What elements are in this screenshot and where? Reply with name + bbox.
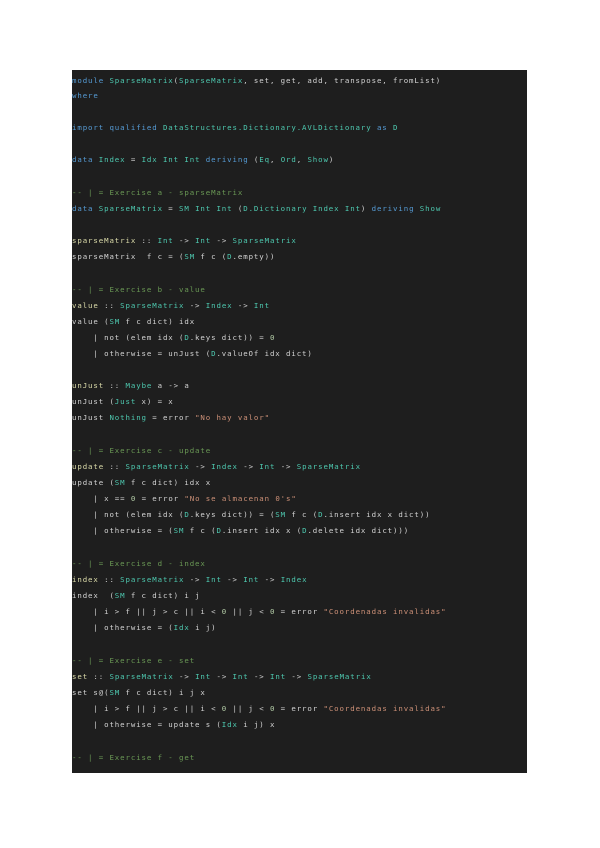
code-token: )	[328, 155, 335, 164]
code-token: ->	[237, 462, 260, 471]
code-token: SparseMatrix	[232, 236, 297, 245]
code-token: ->	[221, 575, 244, 584]
code-line	[72, 460, 361, 474]
code-token: SM	[114, 478, 126, 487]
code-token: set	[72, 672, 89, 681]
code-token: i j)	[189, 623, 217, 632]
code-token: ->	[173, 672, 196, 681]
code-token: SM	[109, 688, 121, 697]
code-token: set s@(	[72, 688, 110, 697]
code-token: | otherwise = unJust (	[72, 349, 212, 358]
code-line	[72, 524, 409, 538]
code-token: ::	[88, 672, 110, 681]
code-token: ->	[184, 301, 206, 310]
code-token: -- | = Exercise f - get	[72, 753, 196, 762]
code-token: SM	[114, 591, 126, 600]
code-token: 0	[269, 333, 276, 342]
code-token: .delete idx dict)))	[307, 526, 410, 535]
code-editor-panel	[72, 70, 527, 773]
code-token: | otherwise = (	[72, 526, 174, 535]
code-token: as	[371, 123, 393, 132]
code-line	[72, 331, 275, 345]
code-line	[72, 315, 195, 329]
code-line	[72, 492, 297, 506]
code-token: | not (elem idx (	[72, 510, 185, 519]
code-token: ,	[269, 155, 281, 164]
code-token: D	[216, 526, 222, 535]
code-token: Int	[232, 672, 249, 681]
code-token: Idx	[173, 623, 190, 632]
code-token: , set, get, add, transpose, fromList)	[243, 76, 442, 85]
code-line	[72, 121, 398, 135]
code-token: f c dict) i j x	[120, 688, 206, 697]
code-token: ->	[184, 575, 206, 584]
code-line	[72, 573, 307, 587]
code-token: SM	[184, 252, 196, 261]
code-line	[72, 686, 206, 700]
code-token: SparseMatrix	[98, 204, 163, 213]
code-line	[72, 654, 195, 668]
code-line	[72, 299, 270, 313]
code-token: 0	[269, 704, 276, 713]
code-token: ,	[296, 155, 308, 164]
code-token: || j <	[227, 607, 270, 616]
code-token: Index	[98, 155, 126, 164]
code-token: ::	[104, 462, 126, 471]
code-token: Idx Int Int	[141, 155, 201, 164]
code-token: unJust	[72, 413, 110, 422]
code-token: f c dict) i j	[125, 591, 201, 600]
code-token: -- | = Exercise c - update	[72, 446, 212, 455]
code-line	[72, 476, 211, 490]
code-line	[72, 589, 200, 603]
code-token: SparseMatrix	[179, 76, 244, 85]
code-token: index (	[72, 591, 115, 600]
code-token: ::	[136, 236, 158, 245]
code-token: D.Dictionary Index Int	[243, 204, 361, 213]
code-line	[72, 508, 430, 522]
code-token: a -> a	[152, 381, 190, 390]
code-token: ->	[173, 236, 196, 245]
code-token: .insert idx x (	[221, 526, 303, 535]
code-line	[72, 621, 216, 635]
code-token: deriving	[200, 155, 254, 164]
code-token: "No se almacenan 0's"	[184, 494, 297, 503]
code-token: 0	[221, 607, 228, 616]
code-token: Int	[259, 462, 276, 471]
code-token: D	[227, 252, 233, 261]
code-line	[72, 557, 206, 571]
code-token: = error	[275, 704, 324, 713]
code-line	[72, 89, 99, 103]
code-token: SM	[173, 526, 185, 535]
code-token: Int	[195, 236, 212, 245]
code-token: where	[72, 91, 99, 100]
code-line	[72, 444, 211, 458]
code-token: ->	[275, 462, 297, 471]
code-token: | x ==	[72, 494, 131, 503]
code-token: SM	[109, 317, 121, 326]
code-line	[72, 250, 275, 264]
code-token: .insert idx x dict))	[323, 510, 431, 519]
code-token: SparseMatrix	[120, 301, 185, 310]
code-token: .keys dict)) = (	[189, 510, 276, 519]
code-token: value (	[72, 317, 110, 326]
code-token: "Coordenadas invalidas"	[323, 607, 447, 616]
code-token: f c (	[184, 526, 217, 535]
code-token: SparseMatrix	[109, 76, 174, 85]
code-token: ->	[211, 672, 233, 681]
code-line	[72, 234, 297, 248]
code-token: value	[72, 301, 99, 310]
code-token: -- | = Exercise e - set	[72, 656, 196, 665]
code-token: sparseMatrix	[72, 236, 137, 245]
code-line	[72, 202, 441, 216]
code-token: D	[184, 333, 190, 342]
code-token: D	[318, 510, 324, 519]
code-token: x) = x	[136, 397, 174, 406]
code-token: Eq	[259, 155, 270, 164]
code-token: Int	[195, 672, 212, 681]
code-token: (	[232, 204, 244, 213]
code-token: DataStructures.Dictionary.AVLDictionary	[162, 123, 372, 132]
code-token: unJust (	[72, 397, 115, 406]
code-token: Maybe	[125, 381, 153, 390]
code-token: unJust	[72, 381, 105, 390]
code-token: | not (elem idx (	[72, 333, 185, 342]
code-token: -- | = Exercise d - index	[72, 559, 206, 568]
code-token: Index	[211, 462, 238, 471]
code-token: .empty))	[232, 252, 276, 261]
code-line	[72, 751, 195, 765]
code-token: -- | = Exercise a - sparseMatrix	[72, 188, 244, 197]
code-token: Show	[419, 204, 442, 213]
code-token: Show	[307, 155, 329, 164]
code-token: update	[72, 462, 105, 471]
code-token: f c (	[195, 252, 228, 261]
code-token: =	[125, 155, 142, 164]
code-token: ->	[248, 672, 271, 681]
code-token: ->	[232, 301, 254, 310]
code-token: ::	[104, 381, 126, 390]
code-token: ->	[259, 575, 281, 584]
code-token: Int	[253, 301, 270, 310]
code-token: SM Int Int	[179, 204, 233, 213]
code-line	[72, 670, 372, 684]
code-token: | otherwise = (	[72, 623, 174, 632]
code-line	[72, 347, 313, 361]
code-token: | i > f || j > c || i <	[72, 607, 222, 616]
code-token: D	[184, 510, 190, 519]
code-token: -- | = Exercise b - value	[72, 285, 206, 294]
code-token: D	[211, 349, 217, 358]
code-token: = error	[275, 607, 324, 616]
code-token: Int	[243, 575, 260, 584]
code-line	[72, 411, 270, 425]
code-token: Idx	[221, 720, 238, 729]
code-token: (	[253, 155, 260, 164]
code-token: | i > f || j > c || i <	[72, 704, 222, 713]
code-token: (	[173, 76, 180, 85]
code-token: Int	[205, 575, 222, 584]
code-token: ::	[98, 301, 121, 310]
code-token: data	[72, 204, 99, 213]
code-token: SparseMatrix	[296, 462, 361, 471]
code-token: .valueOf idx dict)	[216, 349, 313, 358]
code-token: "No hay valor"	[195, 413, 270, 422]
code-line	[72, 153, 334, 167]
code-token: 0	[221, 704, 228, 713]
code-line	[72, 283, 206, 297]
code-token: module	[72, 76, 110, 85]
code-token: SparseMatrix	[120, 575, 185, 584]
code-line	[72, 718, 275, 732]
code-token: Index	[280, 575, 308, 584]
code-token: | otherwise = update s (	[72, 720, 222, 729]
code-token: SparseMatrix	[307, 672, 372, 681]
code-token: "Coordenadas invalidas"	[323, 704, 447, 713]
code-token: ::	[98, 575, 121, 584]
code-token: SparseMatrix	[109, 672, 174, 681]
code-token: 0	[269, 607, 276, 616]
code-token: D	[393, 123, 399, 132]
code-token: SM	[275, 510, 286, 519]
code-token: ->	[211, 236, 233, 245]
code-token: Just	[114, 397, 137, 406]
code-token: D	[302, 526, 308, 535]
code-token: deriving	[366, 204, 420, 213]
code-token: Int	[157, 236, 174, 245]
code-token: Index	[205, 301, 233, 310]
code-line	[72, 379, 190, 393]
code-token: index	[72, 575, 99, 584]
code-token: sparseMatrix f c = (	[72, 252, 185, 261]
code-token: Nothing	[109, 413, 147, 422]
code-token: =	[162, 204, 180, 213]
code-line	[72, 74, 441, 88]
code-token: 0	[130, 494, 137, 503]
code-token: SparseMatrix	[125, 462, 190, 471]
code-token: f c (	[286, 510, 319, 519]
code-line	[72, 186, 243, 200]
code-token: f c dict) idx	[120, 317, 196, 326]
code-token: data	[72, 155, 99, 164]
code-token: || j <	[227, 704, 270, 713]
code-line	[72, 605, 447, 619]
code-token: update (	[72, 478, 115, 487]
code-token: = error	[146, 413, 196, 422]
code-token: = error	[136, 494, 185, 503]
code-token: )	[360, 204, 367, 213]
code-line	[72, 395, 174, 409]
code-line	[72, 702, 447, 716]
code-token: ->	[189, 462, 212, 471]
code-token: f c dict) idx x	[125, 478, 212, 487]
code-token: Int	[270, 672, 287, 681]
code-token: i j) x	[237, 720, 276, 729]
code-token: ->	[286, 672, 308, 681]
code-token: import qualified	[72, 123, 163, 132]
code-token: .keys dict)) =	[189, 333, 270, 342]
code-token: Ord	[280, 155, 297, 164]
